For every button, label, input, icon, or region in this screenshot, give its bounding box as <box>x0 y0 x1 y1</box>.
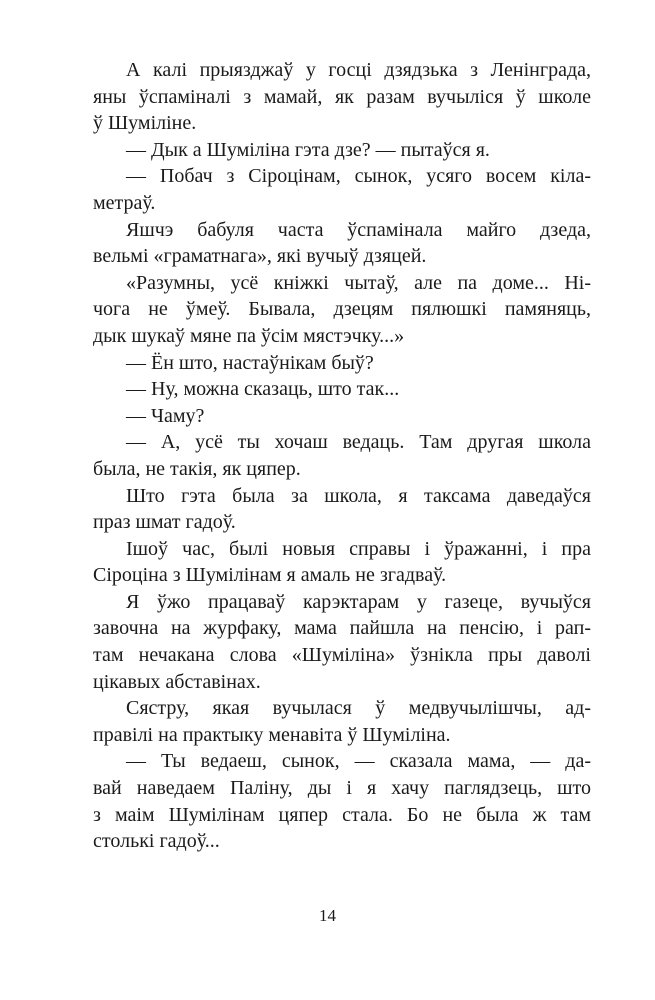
text-line: — Дык а Шуміліна гэта дзе? — пытаўся я. <box>126 138 490 161</box>
text-line: столькі гадоў... <box>93 830 220 853</box>
text-line: вельмі «граматнага», які вучыў дзяцей. <box>93 245 427 268</box>
text-line: была, не такія, як цяпер. <box>93 457 301 480</box>
text-line: правілі на практыку менавіта ў Шуміліна. <box>93 723 451 746</box>
text-line: А калі прыязджаў у госці дзядзька з Ленінграда, <box>126 59 591 81</box>
text-line: — Ты ведаеш, сынок, — сказала мама, — да- <box>126 750 591 773</box>
text-line: — Чаму? <box>126 404 205 427</box>
text-line: яны ўспаміналі з мамай, як разам вучыліся ў школе <box>93 85 591 108</box>
text-line: чога не ўмеў. Бывала, дзецям пялюшкі памяняць, <box>93 298 591 321</box>
text-line: ў Шуміліне. <box>93 112 197 135</box>
text-line: Яшчэ бабуля часта ўспамінала майго дзеда, <box>126 218 591 241</box>
text-line: Што гэта была за школа, я таксама даведаўся <box>126 484 591 507</box>
text-line: з маім Шумілінам цяпер стала. Бо не была ж там <box>93 803 591 826</box>
text-line: дык шукаў мяне па ўсім мястэчку...» <box>93 324 405 347</box>
text-line: Сіроціна з Шумілінам я амаль не згадваў. <box>93 564 447 587</box>
text-line: — А, усё ты хочаш ведаць. Там другая школа <box>126 431 591 454</box>
text-line: завочна на журфаку, мама пайшла на пенсію, і рап- <box>93 617 591 640</box>
text-line: Ішоў час, былі новыя справы і ўражанні, і пра <box>126 537 591 560</box>
text-line: вай наведаем Паліну, ды і я хачу паглядзець, што <box>93 777 591 800</box>
text-line: «Разумны, усё кніжкі чытаў, але па доме... Ні- <box>126 271 591 294</box>
page-number: 14 <box>319 906 336 925</box>
text-line: цікавых абставінах. <box>93 670 261 693</box>
text-line: — Ну, можна сказаць, што так... <box>126 378 400 401</box>
text-line: Сястру, якая вучылася ў медвучылішчы, ад- <box>126 697 591 720</box>
page-body <box>93 57 591 855</box>
text-line: праз шмат гадоў. <box>93 511 236 534</box>
text-line: метраў. <box>93 191 156 214</box>
text-line: там нечакана слова «Шуміліна» ўзнікла пры даволі <box>93 644 591 667</box>
text-line: — Побач з Сіроцінам, сынок, усяго восем кіла- <box>126 165 591 188</box>
text-line: Я ўжо працаваў карэктарам у газеце, вучыўся <box>126 590 591 613</box>
text-line: — Ён што, настаўнікам быў? <box>126 351 374 374</box>
